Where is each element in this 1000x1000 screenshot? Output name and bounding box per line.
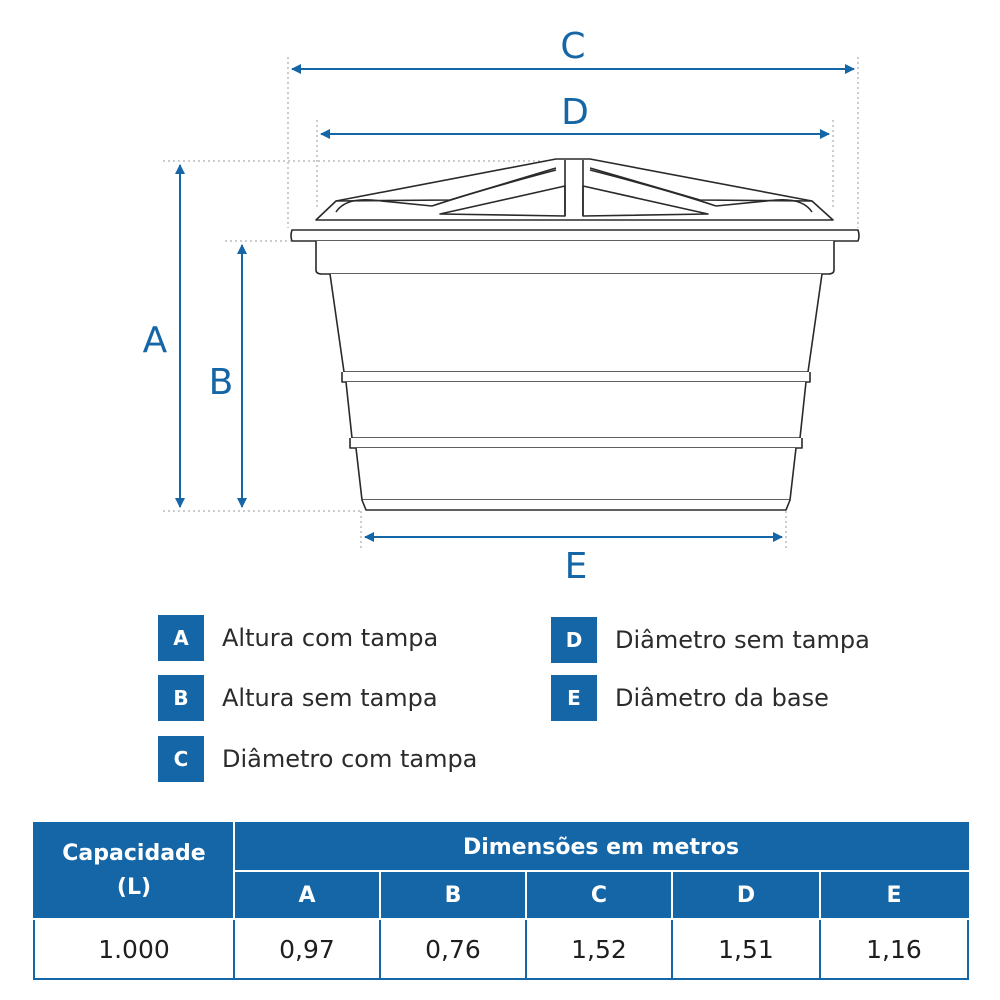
column-header-d: D	[672, 871, 820, 919]
column-header-c: C	[526, 871, 672, 919]
tank-lid	[316, 159, 833, 220]
capacity-header-line1: Capacidade	[62, 841, 206, 866]
legend-item-c	[158, 736, 477, 782]
legend-label-b: Altura sem tampa	[222, 684, 438, 712]
dimensions-table	[33, 822, 969, 980]
legend-label-d: Diâmetro sem tampa	[615, 626, 870, 654]
cell-e: 1,16	[820, 919, 968, 979]
legend-item-a	[158, 615, 438, 661]
cell-d: 1,51	[672, 919, 820, 979]
dimension-label-b: B	[208, 362, 234, 403]
legend-item-d	[551, 617, 870, 663]
legend-item-b	[158, 675, 438, 721]
cell-c: 1,52	[526, 919, 672, 979]
dimension-label-d: D	[561, 92, 589, 133]
legend-badge-e: E	[551, 675, 597, 721]
cell-a: 0,97	[234, 919, 380, 979]
cell-b: 0,76	[380, 919, 526, 979]
legend-badge-b: B	[158, 675, 204, 721]
column-header-e: E	[820, 871, 968, 919]
legend-label-c: Diâmetro com tampa	[222, 745, 478, 773]
table-row	[34, 919, 968, 979]
column-header-a: A	[234, 871, 380, 919]
dimensions-group-header: Dimensões em metros	[234, 823, 968, 871]
tank-body	[291, 159, 859, 510]
legend-label-e: Diâmetro da base	[615, 684, 829, 712]
legend-badge-d: D	[551, 617, 597, 663]
cell-capacity: 1.000	[34, 919, 234, 979]
capacity-header	[34, 823, 234, 919]
capacity-header-line2: (L)	[116, 875, 152, 900]
dimension-label-c: C	[560, 26, 586, 67]
dimension-label-a: A	[142, 320, 168, 361]
legend-badge-a: A	[158, 615, 204, 661]
dimension-label-e: E	[564, 546, 588, 587]
legend-label-a: Altura com tampa	[222, 624, 439, 652]
tank-rim	[291, 230, 859, 241]
legend-badge-c: C	[158, 736, 204, 782]
legend-item-e	[551, 675, 829, 721]
column-header-b: B	[380, 871, 526, 919]
